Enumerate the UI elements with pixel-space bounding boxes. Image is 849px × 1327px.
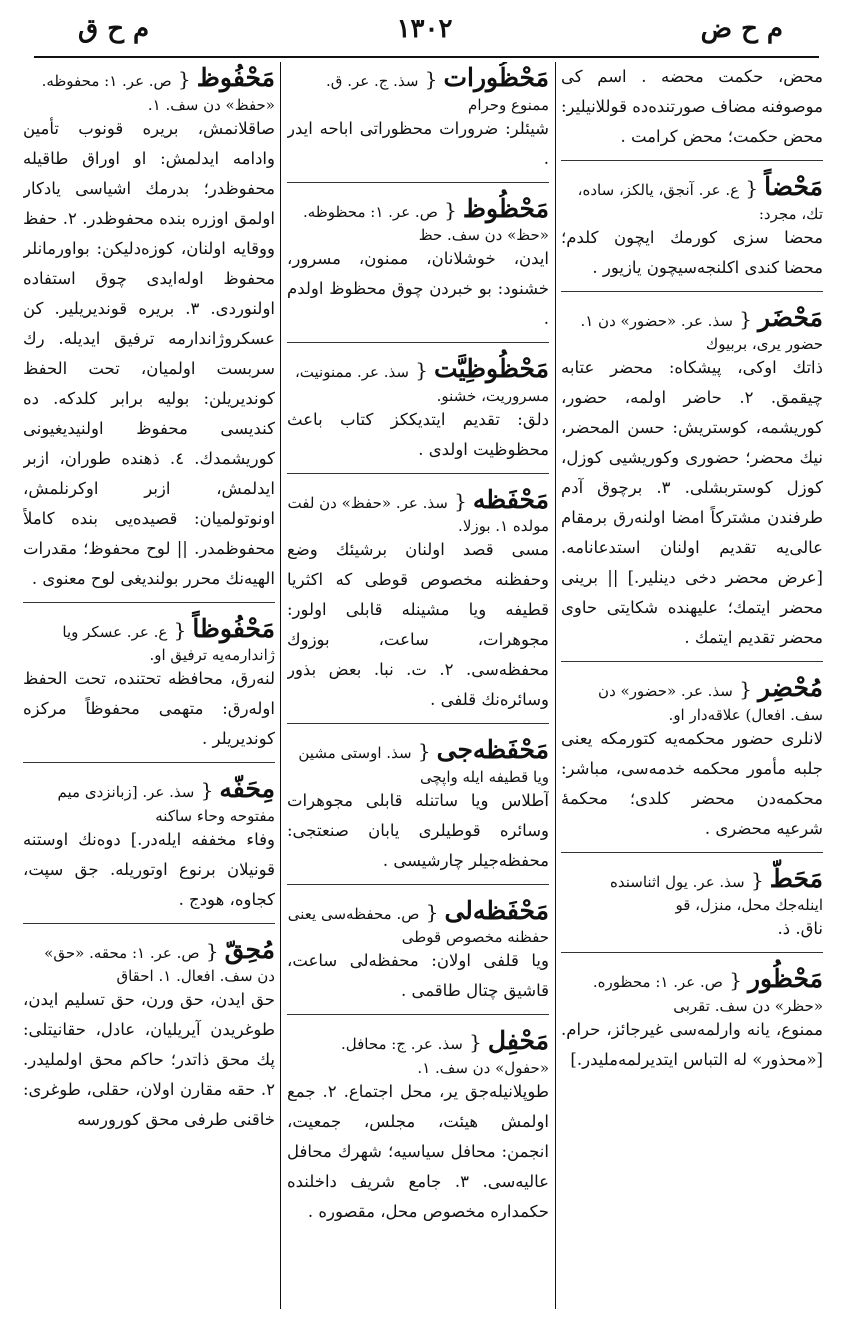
entry-headword: مُحِقّ bbox=[224, 934, 275, 964]
entry bbox=[287, 895, 549, 1016]
entry-definition: صاقلانمش، بريره قونوب تأمين وادامه ايدلمش: او اوراق طاقيله محفوظدر؛ بدرمك اشياسى يادكار اولمق اوزره بنده محفوظدر. ٢. حفظ ووقايه اولنان، كوزه‌دليكن: بواورمانلر محفوظ اوله‌ايدى چوق استفاده اولنوردى. ٣. بريره قونديريلير. كن عسكروژاندارمه ترفيق ايديله. رك سربست اولميان، تحت الحفظ كونديريلن: بوليه برابر كلدكه. ده كنديسى محفوظ اولنيديغيونى كوريشمدك. ٤. ذهنده طوران، ازبر ايدلمش، ازبر اوكرنلمش، اونوتولميان: قصيده‌يى بنده كاملاً محفوظمدر. || لوح محفوظ؛ مقدرات الهيه‌نك محرر بولنديغى لوح معنوى . bbox=[23, 118, 275, 588]
entry-definition: آطلاس ويا ساتنله قابلى مجوهرات وسائره قوطيلرى يابان صنعتجى: محفظه‌جيلر چارشيسى . bbox=[287, 790, 549, 870]
entry-headword: مَحْفَظه‌لى bbox=[444, 895, 549, 925]
entry-definition: محض، حكمت محضه . اسم كى موصوفنه مضاف صورتنده‌ده قوللانيلير: محض حكمت؛ محض كرامت . bbox=[561, 67, 823, 146]
entry-grammar: { ص. محفظه‌سى يعنى حفظنه مخصوص قوطى bbox=[288, 905, 549, 947]
entry-definition: ناق. ذ. bbox=[777, 919, 823, 938]
entry-definition: لنه‌رق، محافظه تحتنده، تحت الحفظ اوله‌رق: متهمى محفوظاً مركزه كونديريلر . bbox=[23, 669, 275, 748]
entry-grammar: { ص. عر. ١: محفوظه. «حفظ» دن سف. ١. bbox=[42, 72, 275, 114]
entry-grammar: { ع. عر. عسكر ويا ژاندارمه‌يه ترفيق او. bbox=[62, 623, 275, 665]
header-left-letters: م ح ق bbox=[78, 14, 150, 44]
entry-definition: ايدن، خوشلانان، ممنون، مسرور، خشنود: بو خبردن چوق محظوظ اولدم . bbox=[287, 249, 549, 328]
entry-definition: طوپلانيله‌جق ير، محل اجتماع. ٢. جمع اولمش هيئت، مجلس، جمعيت، انجمن: محافل سياسيه؛ شهرك محافل عاليه‌سى. ٣. جامع شريف داخلنده حكمداره مخصوص محل، مقصوره . bbox=[287, 1081, 549, 1221]
header-rule bbox=[34, 56, 819, 58]
entry-headword: مُحْضِر bbox=[757, 673, 823, 702]
entry-grammar: { سذ. عر. «حفظ» دن لفت مولده ١. بوزلا. bbox=[288, 494, 550, 536]
header-right-letters: م ح ض bbox=[700, 14, 783, 44]
entry-definition: محضا سزى كورمك ايچون كلدم؛ محضا كندى اكلنجه‌سيچون يازيور . bbox=[561, 227, 823, 277]
entry bbox=[561, 302, 823, 663]
entry-headword: مَحْفَظه bbox=[472, 484, 549, 514]
entry bbox=[561, 672, 823, 853]
entry-headword: مَحْفُوظ bbox=[196, 63, 275, 92]
entry bbox=[287, 484, 549, 725]
entry-headword: مَحْظُورات bbox=[443, 63, 549, 92]
entry bbox=[287, 353, 549, 474]
entry bbox=[287, 62, 549, 183]
page-header bbox=[28, 14, 821, 52]
entry-grammar: { سذ. اوستى مشين ويا قطيفه ايله واپچى bbox=[298, 744, 549, 786]
entry-headword: مَحْضاً bbox=[764, 172, 823, 201]
entry-grammar: { سذ. عر. يول اثناسنده اينله‌جك محل، منزل، قو bbox=[610, 873, 823, 915]
page-number: ۱۳۰۲ bbox=[396, 14, 453, 44]
entry bbox=[561, 171, 823, 292]
entry-definition: ذاتك اوكى، پيشكاه: محضر عتابه چيقمق. ٢. حاضر اولمه، حضور، كوريشمه، كوستريش: حسن المحضر، نيك محضر؛ حضورى وكوريشيى كوزل، كوزل كوستربشلى. ٣. برچوق آدم طرفندن مشتركاً امضا اولنه‌رق برمقام عالى‌يه تقديم اولنان استدعانامه. [عرض محضر دخى دينلير.] || برينى محضر ايتمك؛ عليهنده شكايتى حاوى محضر تقديم ايتمك . bbox=[561, 358, 823, 647]
entry-definition: ويا قلفى اولان: محفظه‌لى ساعت، قاشيق چتال طاقمى . bbox=[287, 951, 549, 1000]
entry-definition: حق ايدن، حق ورن، حق تسليم ايدن، طوغريدن آيريليان، عادل، حقانيتلى: پك محق ذاتدر؛ حاكم محق اولمليدر. ٢. حقه مقارن اولان، حقلى، طوغرى: خاقنى طرفى محق كورورسه bbox=[23, 990, 275, 1129]
entry-headword: مَحْفِل bbox=[487, 1026, 549, 1055]
entry bbox=[561, 963, 823, 1079]
column-1 bbox=[561, 62, 823, 1309]
entry-headword: مِحَفّه bbox=[219, 774, 275, 803]
entry-grammar: { سذ. عر. «حضور» دن سف. افعال) علاقه‌دار او. bbox=[598, 682, 823, 724]
entry-grammar: { سذ. ج. عر. ق. ممنوع وحرام bbox=[326, 72, 549, 114]
entry bbox=[561, 863, 823, 954]
entry-grammar: { سذ. عر. ج: محافل. «حفول» دن سف. ١. bbox=[341, 1035, 549, 1077]
entry-definition: شيئلر: ضرورات محظوراتى اباحه ايدر . bbox=[287, 118, 549, 168]
entry-headword: مَحْفُوظاً bbox=[192, 613, 275, 643]
entry-definition: وفاء مخففه ايله‌در.] دوه‌نك اوستنه قونيلان برنوع اوتوريله. جق سپت، كجاوه، هودج . bbox=[23, 829, 275, 909]
column-3 bbox=[23, 62, 275, 1309]
column-divider-2 bbox=[280, 62, 281, 1309]
entry-definition: دلق: تقديم ايتديككز كتاب باعث محظوظيت اولدى . bbox=[287, 409, 549, 459]
entry-headword: مَحْفَظه‌جى bbox=[436, 735, 549, 764]
entry-grammar: { سذ. عر. [زبانزدى ميم مفتوحه وحاء ساكنه bbox=[58, 783, 275, 825]
entry-headword: مَحْظُوظِيَّت bbox=[434, 354, 549, 383]
entry-headword: مَحَطّ bbox=[769, 863, 823, 893]
entry-definition: لانلرى حضور محكمه‌يه كتورمكه يعنى جلبه مأمور محكمه خدمه‌سى، مباشر: محكمه‌دن محضر كلدى؛ محكمهٔ شرعيه محضرى . bbox=[561, 728, 823, 838]
entry bbox=[23, 62, 275, 603]
entry bbox=[561, 62, 823, 161]
entry bbox=[23, 773, 275, 924]
column-2 bbox=[287, 62, 549, 1309]
entry-definition: مسى قصد اولنان برشيئك وضع وحفظنه مخصوص قوطى كه اكثريا قطيفه ويا مشينله قابلى اولور: مجوهرات، ساعت، بوزوك محفظه‌سى. ٢. ت. نبا. بعض بذور وسائره‌نك قلفى . bbox=[287, 540, 549, 709]
entry bbox=[287, 734, 549, 885]
entry-grammar: { ص. عر. ١: محظوره. «حظر» دن سف. تقربى bbox=[593, 973, 823, 1015]
entry-headword: مَحْظُور bbox=[747, 964, 823, 993]
entry bbox=[287, 193, 549, 344]
entry-grammar: { ص. عر. ١: محظوظه. «حظ» دن سف. حظ bbox=[303, 203, 549, 245]
entry-grammar: { سذ. عر. «حضور» دن ١. حضور يرى، بربيوك bbox=[580, 312, 823, 354]
entry-grammar: { ص. عر. ١: محقه. «حق» دن سف. افعال. ١. احقاق bbox=[44, 944, 275, 986]
entry-headword: مَحْظُوظ bbox=[462, 193, 549, 223]
column-divider-1 bbox=[555, 62, 556, 1309]
entry bbox=[23, 934, 275, 1140]
entry-grammar: { ع. عر. آنجق، يالكز، ساده، تك، مجرد: bbox=[578, 181, 823, 223]
entry-headword: مَحْضَر bbox=[757, 302, 823, 332]
entry-definition: ممنوع، يانه وارلمه‌سى غيرجائز، حرام. [«محذور» له التباس ايتديرلمه‌مليدر.] bbox=[561, 1019, 823, 1069]
entry bbox=[287, 1025, 549, 1231]
entry-grammar: { سذ. عر. ممنونيت، مسروريت، خشنو. bbox=[295, 363, 549, 405]
entry bbox=[23, 613, 275, 764]
